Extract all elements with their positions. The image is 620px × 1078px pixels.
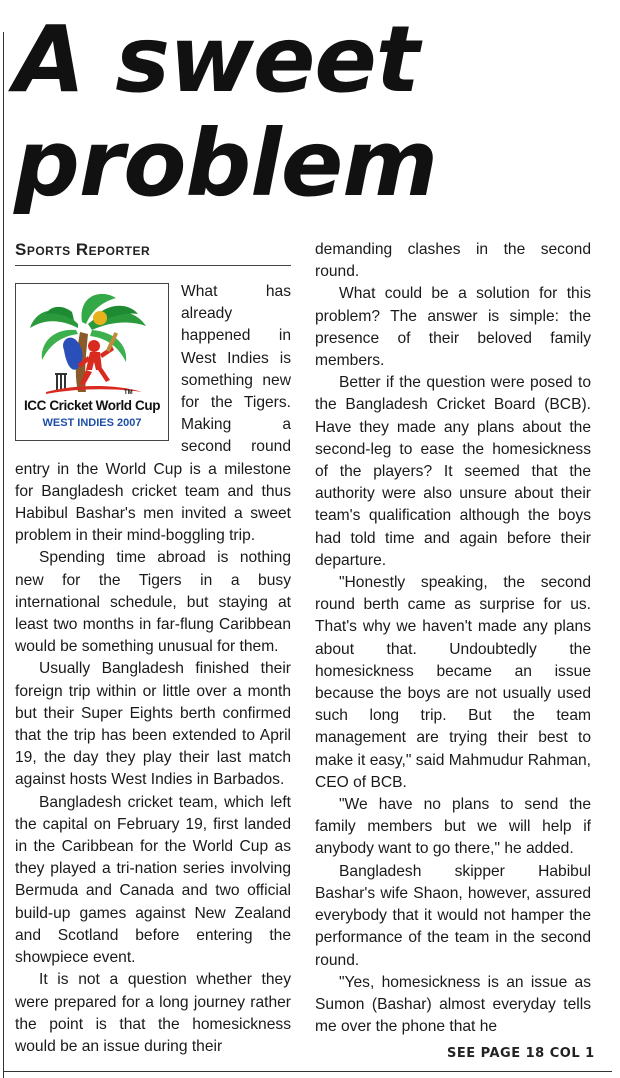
paragraph: demanding clashes in the second round. [315, 241, 591, 281]
paragraph: "We have no plans to send the family members but we will help if anybody want to go there," he added. [315, 796, 591, 858]
article-right-column [315, 239, 591, 1038]
paragraph: Better if the question were posed to the Bangladesh Cricket Board (BCB). Have they made any plans about the second-leg to ease the homesickness of the players? It seemed that the authority were also unsure about their team's qualification although the boys had told time and again before their departure. [315, 374, 591, 569]
headline-line-1: A sweet [14, 6, 419, 113]
bottom-rule [3, 1071, 612, 1072]
paragraph: Usually Bangladesh finished their foreign trip within or little over a month but their Super Eights berth confirmed that the trip has been extended to April 19, the day they play their last match against hosts West Indies in Barbados. [15, 660, 291, 789]
continuation-note: SEE PAGE 18 COL 1 [447, 1046, 595, 1061]
paragraph: Spending time abroad is nothing new for the Tigers in a busy international schedule, but staying at least two months in far-flung Caribbean would be something unusual for them. [15, 549, 291, 656]
paragraph: "Yes, homesickness is an issue as Sumon (Bashar) almost everyday tells me over the phone that he [315, 973, 591, 1036]
paragraph: What has already happened in West Indies is something new for the Tigers. Making a second round entry in the World Cup is a milestone for Bangladesh cricket team and thus Habibul Bashar's men invited a sweet problem in their mind-boggling trip. [15, 283, 291, 545]
logo-trademark: TM [124, 390, 133, 396]
paragraph: Bangladesh skipper Habibul Bashar's wife Shaon, however, assured everybody that it would not hamper the performance of the team in the second round. [315, 862, 591, 969]
logo-title: ICC Cricket World Cup [23, 398, 161, 413]
left-column-rule [3, 32, 4, 1078]
paragraph: Bangladesh cricket team, which left the capital on February 19, first landed in the Caribbean for the World Cup as they played a tri-nation series involving Bermuda and Canada and two official build-up games against New Zealand and Scotland before entering the showpiece event. [15, 793, 291, 967]
headline-line-2: problem [14, 110, 438, 217]
byline: Sports Reporter [15, 240, 291, 266]
article-left-column [15, 281, 291, 1058]
world-cup-logo [15, 283, 169, 441]
paragraph: "Honestly speaking, the second round berth came as surprise for us. That's why we haven't made any plans about that. Undoubtedly the homesickness became an issue because the boys are not usually used such long trip. But the team management are trying their best to make it easy," said Mahmudur Rahman, CEO of BCB. [315, 574, 591, 791]
logo-subtitle: WEST INDIES 2007 [42, 417, 142, 429]
headline [14, 8, 604, 216]
paragraph: What could be a solution for this problem? The answer is simple: the presence of their beloved family members. [315, 285, 591, 370]
paragraph: It is not a question whether they were prepared for a long journey rather the point is that the homesickness would be an issue during their [15, 971, 291, 1055]
